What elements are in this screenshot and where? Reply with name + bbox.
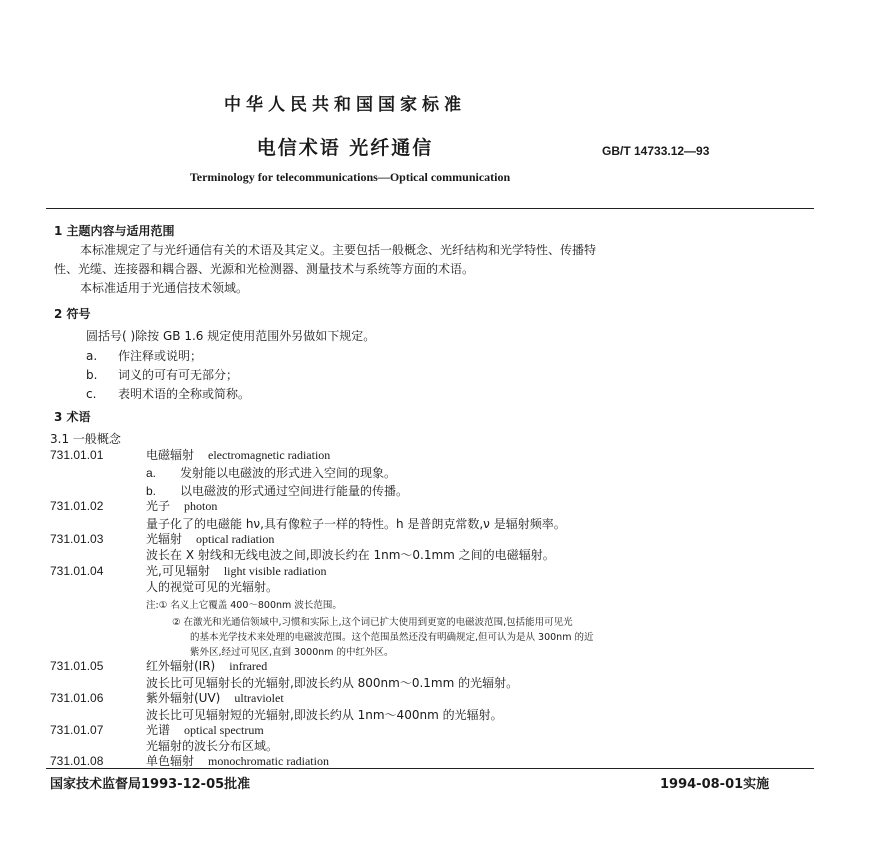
term-number: 731.01.01 bbox=[50, 448, 104, 462]
term-entry bbox=[50, 446, 330, 463]
term-cn: 光辐射 bbox=[146, 532, 183, 546]
term-en: optical spectrum bbox=[184, 723, 264, 737]
term-entry bbox=[50, 530, 274, 547]
implementation-date: 1994-08-01实施 bbox=[660, 777, 770, 792]
term-cn: 单色辐射 bbox=[146, 754, 195, 768]
term-number: 731.01.04 bbox=[50, 564, 104, 578]
section-2-intro: 圆括号( )除按 GB 1.6 规定使用范围外另做如下规定。 bbox=[86, 329, 376, 343]
term-number: 731.01.03 bbox=[50, 532, 104, 546]
top-divider bbox=[46, 208, 814, 209]
term-note: ② 在激光和光通信领域中,习惯和实际上,这个词已扩大使用到更宽的电磁波范围,包括能用可见光 bbox=[172, 617, 573, 628]
section-1-para-line: 本标准规定了与光纤通信有关的术语及其定义。主要包括一般概念、光纤结构和光学特性、传播特 bbox=[80, 243, 597, 257]
term-number: 731.01.07 bbox=[50, 723, 104, 737]
term-sub-definition: a. 发射能以电磁波的形式进入空间的现象。 bbox=[146, 466, 397, 480]
term-definition: 波长在 X 射线和无线电波之间,即波长约在 1nm～0.1mm 之间的电磁辐射。 bbox=[146, 548, 555, 562]
term-definition: 光辐射的波长分布区域。 bbox=[146, 739, 279, 753]
term-en: optical radiation bbox=[196, 532, 275, 546]
term-definition: 波长比可见辐射长的光辐射,即波长约从 800nm～0.1mm 的光辐射。 bbox=[146, 676, 519, 690]
term-note: 注:① 名义上它覆盖 400～800nm 波长范围。 bbox=[146, 600, 342, 611]
section-1-heading: 1 主题内容与适用范围 bbox=[54, 224, 175, 238]
term-number: 731.01.05 bbox=[50, 659, 104, 673]
bottom-divider bbox=[46, 768, 814, 769]
term-cn: 红外辐射(IR) bbox=[146, 659, 216, 673]
section-1-scope: 本标准适用于光通信技术领域。 bbox=[80, 281, 249, 295]
symbol-item: c. 表明术语的全称或简称。 bbox=[86, 387, 251, 401]
section-3-1-heading: 3.1 一般概念 bbox=[50, 432, 121, 446]
term-number: 731.01.08 bbox=[50, 754, 104, 768]
term-entry bbox=[50, 497, 217, 514]
approval-date: 国家技术监督局1993-12-05批准 bbox=[50, 777, 251, 792]
document-title-en: Terminology for telecommunications—Optical communication bbox=[189, 170, 511, 184]
term-cn: 光,可见辐射 bbox=[146, 564, 210, 578]
term-note: 的基本光学技术来处理的电磁波范围。这个范围虽然还没有明确规定,但可认为是从 300nm 的近 bbox=[190, 632, 594, 643]
term-entry bbox=[50, 562, 326, 579]
term-en: light visible radiation bbox=[223, 564, 327, 578]
term-en: monochromatic radiation bbox=[208, 754, 329, 768]
section-3-heading: 3 术语 bbox=[54, 410, 91, 424]
term-entry bbox=[50, 657, 267, 674]
term-note: 紫外区,经过可见区,直到 3000nm 的中红外区。 bbox=[190, 647, 394, 658]
section-2-heading: 2 符号 bbox=[54, 307, 91, 321]
term-number: 731.01.02 bbox=[50, 499, 104, 513]
term-definition: 波长比可见辐射短的光辐射,即波长约从 1nm～400nm 的光辐射。 bbox=[146, 708, 503, 722]
term-definition: 量子化了的电磁能 hν,具有像粒子一样的特性。h 是普朗克常数,ν 是辐射频率。 bbox=[146, 517, 566, 531]
section-1-para-line: 性、光缆、连接器和耦合器、光源和光检测器、测量技术与系统等方面的术语。 bbox=[54, 262, 475, 276]
term-entry bbox=[50, 752, 329, 769]
term-cn: 电磁辐射 bbox=[146, 448, 195, 462]
national-standard-heading: 中华人民共和国国家标准 bbox=[224, 95, 466, 115]
symbol-item: a. 作注释或说明； bbox=[86, 349, 203, 363]
term-cn: 光子 bbox=[146, 499, 171, 513]
term-number: 731.01.06 bbox=[50, 691, 104, 705]
term-definition: 人的视觉可见的光辐射。 bbox=[146, 580, 279, 594]
term-en: ultraviolet bbox=[234, 691, 284, 705]
term-en: electromagnetic radiation bbox=[208, 448, 331, 462]
term-en: photon bbox=[184, 499, 218, 513]
term-en: infrared bbox=[229, 659, 268, 673]
term-sub-definition: b. 以电磁波的形式通过空间进行能量的传播。 bbox=[146, 484, 409, 498]
term-entry bbox=[50, 689, 284, 706]
term-cn: 紫外辐射(UV) bbox=[146, 691, 221, 705]
term-entry bbox=[50, 721, 264, 738]
document-title-cn: 电信术语 光纤通信 bbox=[256, 137, 434, 159]
standard-code: GB/T 14733.12—93 bbox=[602, 144, 710, 158]
term-cn: 光谱 bbox=[146, 723, 171, 737]
symbol-item: b. 词义的可有可无部分； bbox=[86, 368, 239, 382]
